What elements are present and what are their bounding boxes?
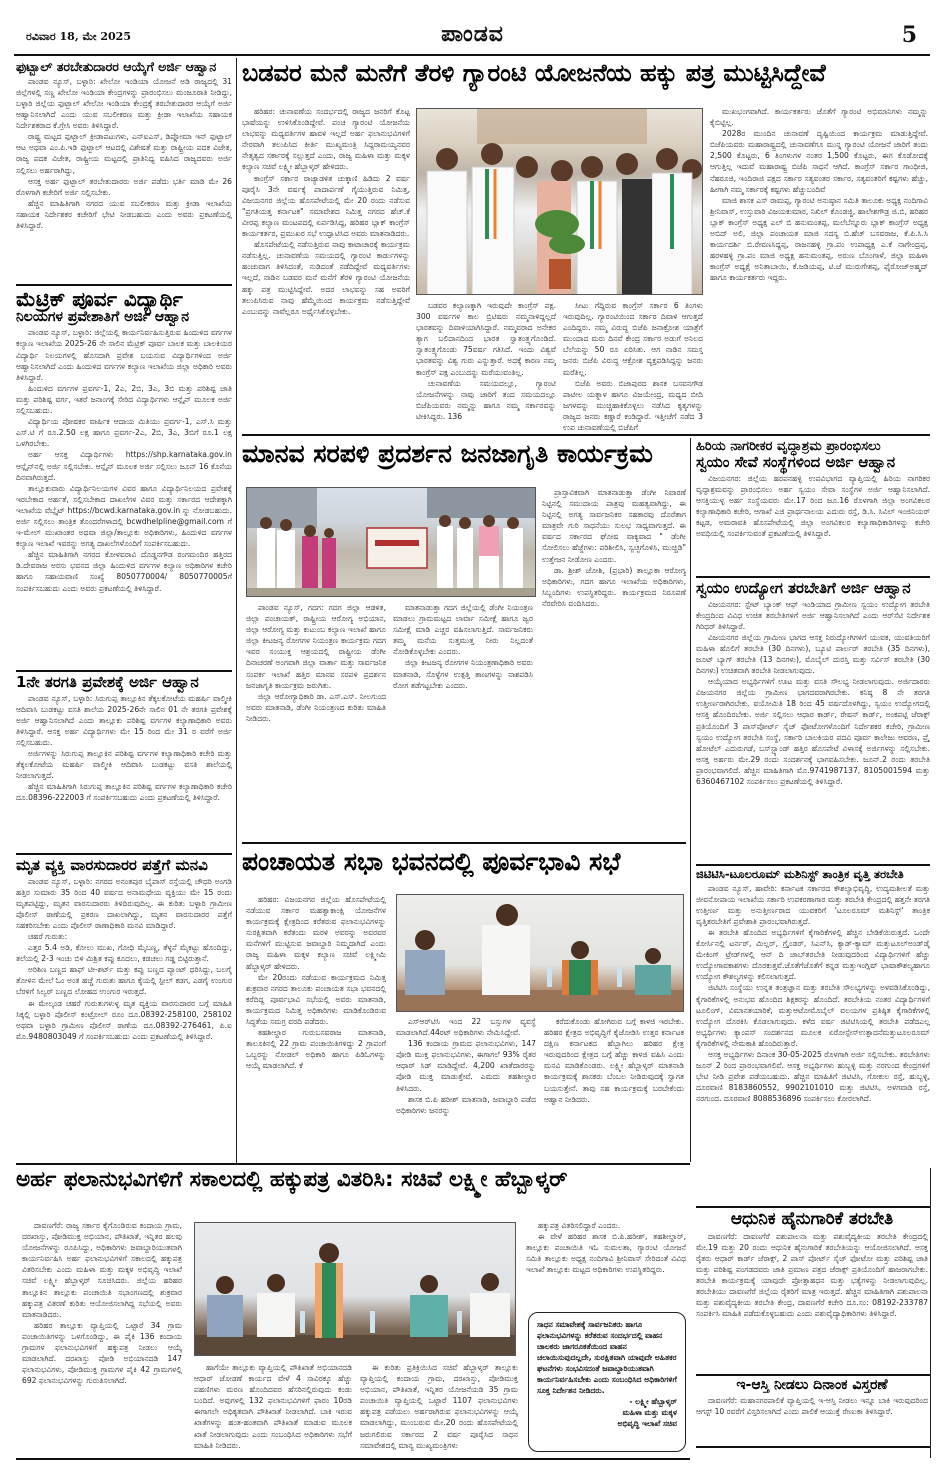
section-rule: [16, 670, 232, 672]
paragraph: ಪ್ರಾಸ್ತಾವಿಕವಾಗಿ ಮಾತನಾಡುತ್ತಾ ಡೆಂಗೀ ನಿವಾರಣೆ ನಿಟ್ಟಿನಲ್ಲಿ ಸಮುದಾಯ ಪಾತ್ರವು ಮಹತ್ವವಾಗಿದ್ದು, ಈ ನಿಟ್ಟಿನಲ್ಲಿ ಅಗತ್ಯ ಸಾರ್ವಜನಿಕರ ಸಹಕಾರವು ದೊರೆತಾಗ ಮಾತ್ರವೇ ಗುರಿ ಸಾಧನೆಯು ಸುಲಭ ಸಾಧ್ಯವಾಗುತ್ತದೆ. ಈ ವರ್ಷದ ಸರ್ಕಾರದ ಘೋಷ ವಾಕ್ಯವಾದ " ಡೆಂಗೀ ಸೋಲಿಸಲು ಹೆಜ್ಜೆಗಳು: ಪರಿಶೀಲಿಸಿ, ಸ್ವಚ್ಛಗೊಳಿಸಿ, ಮುಚ್ಚಿಡಿ" ಉತ್ತೇಜನ ನೀಡೋಣ ಎಂದರು.: [542, 488, 686, 564]
section-rule: [696, 576, 930, 578]
paragraph: ಈ ವೇಳೆ ಹರಿಹರ ಶಾಸಕ ಬಿ.ಪಿ.ಹರೀಶ್, ತಹಶೀಲ್ದಾರ್, ತಾಲ್ಲೂಕು ಪಂಚಾಯಿತಿ ಇಓ ಸುಮಲತಾ, ಗ್ಯಾರಂಟಿ ಯೋಜನೆ ಸಮಿತಿ ತಾಲ್ಲೂಕು ಅಧ್ಯಕ್ಷ ನಂದಿಗಾವಿ ಶ್ರೀನಿವಾಸ್ ಸೇರಿದಂತೆ ವಿವಿಧ ಇಲಾಖೆ ತಾಲ್ಲೂಕು ಮಟ್ಟದ ಅಧಿಕಾರಿಗಳು ಉಪಸ್ಥಿತರಿದ್ದರು.: [526, 1232, 686, 1275]
pull-quote-text: ಸಾಧನ ಸಮಾವೇಶಕ್ಕೆ ಸಾರ್ವಜನಿಕರು ಹಾಗೂ ಫಲಾನುಭವಿಗಳನ್ನು ಕರೆತರುವ ಸಂದರ್ಭದಲ್ಲಿ ವಾಹನ ಚಾಲಕರು ಜಾಗರೂಕತೆಯಿಂದ ವಾಹನ ಚಲಾಯಿಸುವುದಲ್ಲದೇ, ಸುರಕ್ಷಿತವಾಗಿ ಯಾವುದೇ ಅಹಿತಕರ ಘಟನೆಗಳು ಸಂಭವಿಸದಂತೆ ಜವಾಬ್ದಾರಿಯುತವಾಗಿ ಕಾರ್ಯನಿರ್ವಹಿಸಬೇಕು ಎಂದು ಸಂಬಂಧಿಸಿದ ಅಧಿಕಾರಿಗಳಿಗೆ ಸೂಕ್ತ ನಿರ್ದೇಶನ ನೀಡಿದರು.: [537, 1320, 677, 1395]
paragraph: ಮಾತನಾಡುತ್ತಾ ಗದಗ ಜಿಲ್ಲೆಯಲ್ಲಿ ಡೆಂಗೀ ನಿಯಂತ್ರಣ ಮಾಡಲು ಗ್ರಾಮಮಟ್ಟದ ಲಾರ್ವಾ ಸಮೀಕ್ಷೆ ಹಾಗೂ ಜ್ವರ ಸಮೀಕ್ಷೆ ಮಾಡಿ ಎಚ್ಚರ ವಹಿಸಲಾಗುತ್ತಿದೆ. ಸಾರ್ವಜನಿಕರು ತಮ್ಮ ಮನೆಯ ಸುತ್ತಮುತ್ತ ನೀರು ನಿಲ್ಲದಂತೆ ನೋಡಿಕೊಳ್ಳಬೇಕು ಎಂದರು.: [393, 603, 533, 657]
human-chain-col-2: [393, 602, 533, 832]
section-rule: [696, 1206, 930, 1208]
quote-signature: - ಲಕ್ಷ್ಮೀ ಹೆಬ್ಬಾಳ್ಕರ್: [629, 1397, 677, 1406]
article-self-employment: [696, 580, 930, 860]
quote-department: ಅಭಿವೃದ್ಧಿ ಇಲಾಖೆ ಸಚಿವ: [617, 1419, 677, 1428]
panchayat-col-2: [396, 1016, 536, 1158]
human-chain-col-3: [542, 487, 686, 832]
section-rule: [696, 864, 930, 866]
paragraph: ಈ ತರಬೇತಿ ಹೊಂದಿದ ಅಭ್ಯರ್ಥಿಗಳಿಗೆ ಕೈಗಾರಿಕೆಗಳಲ್ಲಿ ಹೆಚ್ಚಿನ ಬೇಡಿಕೆಯಿರುತ್ತದೆ. ಒಂದೇ ಕೋರ್ಸಿನಲ್ಲಿ ಟರ್ನರ್, ಮಿಲ್ಲರ್, ಗ್ರೈಂಡರ್, ಸಿಎನ್‌ಸಿ, ಕ್ಯಾಡ್-ಕ್ಯಾಮ್ ಮತ್ತುಟೂಲ್‌ಅಂಡ್‌ಡೈ ಮೇಕಿಂಗ್ ಟ್ರೇಡ್‌ಗಳಲ್ಲಿ ಆನ್ ದಿ ಜಾಬ್‌ತರಬೇತಿ ನೀಡುವುದರಿಂದ ವಿದ್ಯಾರ್ಥಿಗಳಿಗೆ ಹೆಚ್ಚು ಉದ್ಯೋಗಾವಕಾಶಗಳು ದೊರಕುತ್ತವೆ.ಜೊತೆಗೆಜೊತೆಗೆ ಕನ್ನಡ ಮತ್ತುಇಂಗ್ಲಿಷ್ ಭಾಷಾಕೌಶಲ್ಯಹಾಗೂ ಉದ್ಯೋಗ ಕೌಶಲ್ಯಗಳನ್ನು ಕಲಿಸಲಾಗುತ್ತದೆ.: [696, 928, 930, 982]
paragraph: ಪಾಂಡವ ನ್ಯೂಸ್, ಗದಗ: ಗದಗ ಜಿಲ್ಲಾ ಆಡಳಿತ, ಜಿಲ್ಲಾ ಪಂಚಾಯತ್, ರಾಷ್ಟ್ರೀಯ ಆರೋಗ್ಯ ಅಭಿಯಾನ, ಜಿಲ್ಲಾ ಆರೋಗ್ಯ ಮತ್ತು ಕುಟುಂಬ ಕಲ್ಯಾಣ ಇಲಾಖೆ ಹಾಗೂ ಜಿಲ್ಲಾ ಕೀಟಜನ್ಯ ರೋಗಗಳ ನಿಯಂತ್ರಣ ಕಾರ್ಯಕ್ರಮ ಗದಗ ಇವರ ಸಂಯುಕ್ತ ಆಶ್ರಯದಲ್ಲಿ ರಾಷ್ಟ್ರೀಯ ಡೆಂಗೀ ದಿನಾಚರಣೆ ಅಂಗವಾಗಿ ಜಿಲ್ಲಾ ವಾರ್ತಾ ಮತ್ತು ಸಾರ್ವಜನಿಕ ಸಂಪರ್ಕ ಇಲಾಖೆ ಹತ್ತಿರ ಮಾನವ ಸರಪಳಿ ಪ್ರದರ್ಶನ ಜನಜಾಗೃತಿ ಕಾರ್ಯಕ್ರಮ ಜರುಗಿತು.: [246, 603, 386, 690]
paragraph: ಬಡವರ ಕಲ್ಯಾಣಕ್ಕಾಗಿ ಇರುವುದೇ ಕಾಂಗ್ರೆಸ್ ಪಕ್ಷ. 300 ವರ್ಷಗಳ ಕಾಲ ಬ್ರಿಟಿಷರು ನಮ್ಮನಾಳಿದ್ದಲ್ಲದೆ ಭಾರತವನ್ನು ದಿವಾಳಿಯಾಗಿಸಿದ್ದಾರೆ. ನಮ್ಮವರಾದ ಅನೇಕರ ತ್ಯಾಗ ಬಲಿದಾನದಿಂದ ಭಾರತ ಸ್ವಾತಂತ್ರ್ಯಗೊಂಡಿದೆ. ಸ್ವಾತಂತ್ರ್ಯಗೊಂಡು 75ವರ್ಷ ಗತಿಸಿದೆ. ಇಂದು ವಿಶ್ವವೆ ಭಾರತವನ್ನು ವಿಶ್ವ ಗುರು ಎನ್ನುತ್ತಾರೆ. ಅದಕ್ಕೆ ಕಾರಣ ನಮ್ಮ ಕಾಂಗ್ರೆಸ್ ಪಕ್ಷ ಎಂಬುದನ್ನು ಮರೆಯುವಂತಿಲ್ಲ.: [416, 301, 556, 377]
paragraph: ಮುಖಭಂಗವಾಗಿದೆ. ಕಾರ್ಯಕರ್ತರು ಜೊತೆಗೆ ಗ್ಯಾರಂಟಿ ಅಭಿಮಾನಿಗಳು ನಮ್ಮನ್ನು ಕೈಬಿಟ್ಟಿಲ್ಲ.: [710, 107, 928, 128]
paragraph: ಪಾಂಡವ ನ್ಯೂಸ್, ಬಳ್ಳಾರಿ: ನಗರದ ಅನಂತಪುರ ಬೈಪಾಸ್ ರಸ್ತೆಯಲ್ಲಿ ಚೌಧರಿ ಅಂಗಡಿ ಹತ್ತಿರ ಸುಮಾರು 35 ರಿಂದ 40 ವರ್ಷದ ಅನಾಮಧೇಯ ವ್ಯಕ್ತಿಯು ಮೇ 15 ರಂದು ಮೃತಪಟ್ಟಿದ್ದು, ಮೃತನ ವಾರಸುದಾರರು ತಿಳಿದಿರುವುದಿಲ್ಲ. ಈ ಕುರಿತು ಬಳ್ಳಾರಿ ಗ್ರಾಮೀಣ ಪೊಲೀಸ್ ಠಾಣೆಯಲ್ಲಿ ಪ್ರಕರಣ ದಾಖಲಾಗಿದ್ದು, ಮೃತನ ವಾರಸುದಾರರ ಪತ್ತೆಗೆ ಸಹಕರಿಸಬೇಕು ಎಂದು ಪೊಲೀಸ್ ಠಾಣಾಧಿಕಾರಿ ಮನವಿ ಮಾಡಿದ್ದಾರೆ.: [16, 876, 232, 930]
paragraph: ಸೀಟು ಗೆದ್ದಿರುವ ಕಾಂಗ್ರೆಸ್ ಸರ್ಕಾರ 6 ತಿಂಗಳು ಇರುವುದಿಲ್ಲ. ಗ್ಯಾರಂಟಿಯಿಂದ ಸರ್ಕಾರ ದಿವಾಳಿ ಆಗುತ್ತದೆ ಎಂದಿದ್ದರು. ನಮ್ಮ ವಿರುದ್ಧ ಬಿಜೆಪಿ ಜನಾಕ್ರೋಶ ಯಾತ್ರೆಗೆ ಮುಂದಾದ ಮರು ದಿನವೆ ಕೇಂದ್ರ ಸರ್ಕಾರ ಅಡುಗೆ ಅನಿಲದ ಬೆಲೆಯನ್ನು 50 ರೂ ಏರಿಸಿತು. ಆಗ ನಾಡಿನ ಸಮಸ್ತ ಜನರು ಬಿಜೆಪಿ ವಿರುದ್ಧ ಆಕ್ರೋಶ ವ್ಯಕ್ತಪಡಿಸಿದ್ದನ್ನು ಜನರು ಮರೆತಿಲ್ಲ.: [563, 301, 703, 377]
bottom-col-1: [22, 1220, 182, 1452]
human-chain-col-1: [246, 602, 386, 832]
headline: ಅರ್ಹ ಫಲಾನುಭವಿಗಳಿಗೆ ಸಕಾಲದಲ್ಲಿ ಹಕ್ಕುಪತ್ರ ವಿತರಿಸಿ: ಸಚಿವೆ ಲಕ್ಷ್ಮೀ ಹೆಬ್ಬಾಳ್ಕರ್: [16, 1168, 568, 1192]
article-old-age-home: [696, 440, 930, 575]
headline: ಮಾನವ ಸರಪಳಿ ಪ್ರದರ್ಶನ ಜನಜಾಗೃತಿ ಕಾರ್ಯಕ್ರಮ: [242, 440, 653, 468]
bottom-photo: [194, 1222, 516, 1356]
column-divider: [690, 438, 691, 1162]
paragraph: ಬಿಜೆಪಿ ಅವರು ಬಿಜಾಪುರದ ಶಾಸಕ ಬಸವನಗೌಡ ಪಾಟೀಲ ಯತ್ನಾಳ ಹಾಗೂ ವಿಜಯೇಂದ್ರ, ಮಧ್ಯದ ಬೀದಿ ಜಗಳವನ್ನು ಮುಚ್ಚಿಹಾಕಿಕೊಳ್ಳಲು ನಡೆಸಿದ ಕೃತ್ಯಗಳನ್ನು ರಾಜ್ಯದ ಜನರು ಕಣ್ಣಾರೆ ಕಂಡಿದ್ದಾರೆ. ಇತ್ತೀಚೆಗೆ ನಡೆದ 3 ಉಪ ಚುನಾವಣೆಯಲ್ಲಿ ಬಿಜೆಪಿಗೆ: [563, 378, 703, 432]
headline: ಜಿಟಿಟಿಸಿ-ಟೂಲರೂಮ್ ಮಶಿನಿಸ್ಟ್ ತಾಂತ್ರಿಕ ವೃತ್ತಿ ತರಬೇತಿ: [696, 868, 904, 881]
headline: ಆಧುನಿಕ ಹೈನುಗಾರಿಕೆ ತರಬೇತಿ: [730, 1210, 894, 1229]
headline: ಸ್ವಯಂ ಉದ್ಯೋಗ ತರಬೇತಿಗೆ ಅರ್ಜಿ ಆಹ್ವಾನ: [696, 580, 911, 597]
paragraph: ತಹಶೀಲ್ದಾರ ಗುರುಬಸವರಾಜ ಮಾತನಾಡಿ, ತಾಲೂಕಿನಲ್ಲಿ 22 ಗ್ರಾಮ ಪಂಚಾಯಿತಿಗಳಿದ್ದು 2 ಗ್ರಾಪಂಗೆ ಒಬ್ಬರನ್ನು ನೋಡಲ್ ಅಧಿಕಾರಿ ಹಾಗೂ ಪಿಡಿಓಗಳನ್ನು ಆಯ್ಕೆ ಮಾಡಲಾಗಿದೆ. ಕೆ: [246, 1028, 386, 1071]
paragraph: ಹಕ್ಕುಪತ್ರ ವಿತರಿಸಲಿದ್ದಾರೆ ಎಂದರು.: [538, 1221, 621, 1230]
paragraph: ಅರಿಶಿಣ ಬಣ್ಣದ ಹಾಫ್ ಟೀ-ಶರ್ಟ್ ಮತ್ತು ಕಪ್ಪು ಬಣ್ಣದ ಪ್ಯಾಂಟ್ ಧರಿಸಿದ್ದು, ಬಲಗೈ ತೋಳಿನ ಮೇಲೆ ಓಂ ಅಂತ ಹಚ್ಚೆ ಗುರುತು ಹಾಗೂ ಕೈಯಲ್ಲಿ ಸ್ಟೀಲ್ ಕಡಗ, ಎಡಗೈ ಉಂಗುರ ಬೆರಳಿಗೆ ಸಿಲ್ವರ್ ಬಣ್ಣದ ಲೋಹದ ಉಂಗುರ ಇರುತ್ತದೆ.: [16, 965, 232, 997]
paragraph: ಪಾಂಡವ ನ್ಯೂಸ್, ಬಳ್ಳಾರಿ: ಸಿರುಗುಪ್ಪ ತಾಲ್ಲೂಕಿನ ತೆಕ್ಕಲಕೋಟೆಯ ಮಹರ್ಷಿ ವಾಲ್ಮೀಕಿ ಆದಿವಾಸಿ ಬುಡಕಟ್ಟು ವಸತಿ ಶಾಲೆಯ 2025-26ನೇ ಸಾಲಿನ 01 ನೇ ತರಗತಿ ಪ್ರವೇಶಕ್ಕೆ ಅರ್ಜಿ ಆಹ್ವಾನಿಸಲಾಗಿದೆ ಎಂದು ತಾಲ್ಲೂಕು ಪರಿಶಿಷ್ಟ ವರ್ಗಗಳ ಕಲ್ಯಾಣಾಧಿಕಾರಿ ಅವರು ತಿಳಿಸಿದ್ದಾರೆ. ಆಸಕ್ತ ಅರ್ಹ ವಿದ್ಯಾರ್ಥಿಗಳು ಮೇ 15 ರಿಂದ ಮೇ 31 ರ ವರೆಗೆ ಅರ್ಜಿ ಸಲ್ಲಿಸಬಹುದು.: [16, 693, 232, 747]
bottom-col-4: [526, 1220, 686, 1308]
paragraph: ಪಾಂಡವ ನ್ಯೂಸ್, ಬಳ್ಳಾರಿ: ಖೇಲೋ ಇಂಡಿಯಾ ಯೋಜನೆ ಅಡಿ ರಾಜ್ಯದಲ್ಲಿ 31 ಜಿಲ್ಲೆಗಳಲ್ಲಿ ಸಣ್ಣ ಖೇಲೋ ಇಂಡಿಯಾ ಕೇಂದ್ರಗಳನ್ನು ಪ್ರಾರಂಭಿಸಲು ಮಂಜೂರಾತಿ ನೀಡಿದ್ದು, ಬಳ್ಳಾರಿ ಜಿಲ್ಲೆಯ ಫುಟ್ಬಾಲ್ ಖೇಲೋ ಇಂಡಿಯಾ ಕೇಂದ್ರಕ್ಕೆ ತರಬೇತುದಾರರ ಆಯ್ಕೆಗೆ ಅರ್ಜಿ ಆಹ್ವಾನಿಸಲಾಗಿದೆ ಎಂದು ಯುವ ಸಬಲೀಕರಣ ಮತ್ತು ಕ್ರೀಡಾ ಇಲಾಖೆಯ ಸಹಾಯಕ ನಿರ್ದೇಶಕರಾದ ಕೆ.ಗ್ರೇಸಿ ಅವರು ತಿಳಿಸಿದ್ದಾರೆ.: [16, 76, 232, 131]
column-divider: [930, 1168, 931, 1458]
group-photo-illustration: [417, 109, 703, 295]
paragraph: ತಾಲ್ಲೂಕುವಾರು ವಿದ್ಯಾರ್ಥಿನಿಲಯಗಳ ವಿವರ ಹಾಗೂ ವಿದ್ಯಾರ್ಥಿನಿಲಯದ ಪ್ರವೇಶಕ್ಕೆ ಇರಬೇಕಾದ ಅರ್ಹತೆ, ಸಲ್ಲಿಸಬೇಕಾದ ದಾಖಲೆಗಳ ವಿವರ ಮತ್ತು ಸರ್ಕಾರದ ಆದೇಶಕ್ಕಾಗಿ ಇಲಾಖೆಯ ವೆಬ್ಸೈಟ್ https://bcwd.karnataka.gov.in ನ್ನು ನೋಡಬಹುದು. ಅರ್ಜಿ ಸಲ್ಲಿಸಲು ತಾಂತ್ರಿಕ ತೊಂದರೆಗಳಾದಲ್ಲಿ bcwdhelpline@gmail.com ಗೆ ಇ-ಮೇಲ್ ಮುಖಾಂತರ ಅಥವಾ ಜಿಲ್ಲಾ/ತಾಲ್ಲೂಕು ಅಧಿಕಾರಿಗಳು, ಹಿಂದುಳಿದ ವರ್ಗಗಳ ಕಲ್ಯಾಣ ಇಲಾಖೆ ಇವರನ್ನು ಅಗತ್ಯ ದಾಖಲೆಗಳೊಂದಿಗೆ ಸಂಪರ್ಕಿಸಬಹುದು.: [16, 483, 232, 549]
paragraph: ರಾಷ್ಟ್ರ ಮಟ್ಟದ ಫುಟ್ಬಾಲ್ ಕ್ರೀಡಾಪಟುಗಳು, ಎನ್ಐಎಸ್, ಡಿಪ್ಲೋಮಾ ಇನ್ ಫುಟ್ಬಾಲ್ ಆಟ ಅಥವಾ ಎಂ.ಪಿ.ಇಡಿ ಫುಟ್ಬಾಲ್ ಆಟದಲ್ಲಿ ವಿಶೇಷತೆ ಮತ್ತು ರಾಷ್ಟ್ರೀಯ ಪದಕ ವಿಜೇತ, ರಾಜ್ಯ ಪದಕ ವಿಜೇತ, ರಾಷ್ಟ್ರೀಯ ಮಟ್ಟದಲ್ಲಿ ಪ್ರಾತಿನಿಧ್ಯ ವಹಿಸಿದ ರಾಜ್ಯದವರು ಅರ್ಜಿ ಸಲ್ಲಿಸಲು ಅರ್ಹರಾಗಿದ್ದು,: [16, 132, 232, 175]
headline-line-2: ಸ್ವಯಂ ಸೇವೆ ಸಂಸ್ಥೆಗಳಿಂದ ಅರ್ಜಿ ಆಹ್ವಾನ: [696, 453, 896, 472]
bottom-col-2: [194, 1362, 352, 1454]
paragraph: ಹೆಚ್ಚಿನ ಮಾಹಿತಿಗಾಗಿ ಸಿರುಗುಪ್ಪ ತಾಲ್ಲೂಕಿನ ಪರಿಶಿಷ್ಟ ವರ್ಗಗಳ ಕಲ್ಯಾಣಾಧಿಕಾರಿ ಕಚೇರಿ ದೂ.08396-222003 ಗೆ ಸಂಪರ್ಕಿಸಬಹುದು ಎಂದು ಪ್ರಕಟಣೆಯಲ್ಲಿ ತಿಳಿಸಿದ್ದಾರೆ.: [16, 782, 232, 803]
paragraph: ಪಾಂಡವ ನ್ಯೂಸ್, ಹಾವೇರಿ: ಕರ್ನಾಟಕ ಸರ್ಕಾರದ ಕೌಶಲ್ಯಾಭಿವೃದ್ಧಿ, ಉದ್ಯಮಶೀಲತೆ ಮತ್ತು ಜೀವನೋಪಾಯ ಇಲಾಖೆಯ ಸರ್ಕಾರಿ ಉಪಕರಣಾಗಾರ ಮತ್ತು ತರಬೇತಿ ಕೇಂದ್ರದಲ್ಲಿ ಹತ್ತನೇ ತರಗತಿ ಉತ್ತೀರ್ಣ ಮತ್ತು ಅನುತ್ತೀರ್ಣರಾದ ಯುವಕರಿಗೆ 'ಟೂಲರೂಮ್ ಮಶಿನಿಸ್ಟ್' ತಾಂತ್ರಿಕ ವೃತ್ತಿತರಬೇತಿಗೆ ಪ್ರವೇಶಾತಿ ಪ್ರಾರಂಭವಾಗಿರುತ್ತದೆ.: [696, 883, 930, 926]
panchayat-photo: [396, 894, 684, 1012]
paragraph: 136 ಕಂದಾಯ ಗ್ರಾಮದ ಫಲಾನುಭವಿಗಳು, 147 ಪೋಡಿ ಮುಕ್ತ ಫಲಾನುಭವಿಗಳು, ಈಗಾಗಲೆ 93% ರೈತರ ಆಧಾರ್ ಸಿಡ್ ಮಾಡಿದ್ದೇವೆ. 4,200 ಖಾತೆದಾರರನ್ನು ಪೋಡಿ ಮುಕ್ತ ಮಾಡುತ್ತೇವೆ. ಎಮದು ತಹಶೀಲ್ದಾರ ತಿಳಿಸಿದರು.: [396, 1039, 536, 1093]
human-chain-photo: [246, 487, 536, 597]
paragraph: ಹರಿಹರ: ಚುನಾವಣೆಯ ಸಂದರ್ಭದಲ್ಲಿ ರಾಜ್ಯದ ಜನರಿಗೆ ಕೊಟ್ಟ ಭಾಷೆಯನ್ನು ಉಳಿಸಿಕೊಂಡಿದ್ದೇವೆ. ಪಂಚ ಗ್ಯಾರಂಟಿ ಯೋಜನೆಯ ಲಾಭವನ್ನು ಮಧ್ಯವರ್ತಿಗಳ ಹಾವಳಿ ಇಲ್ಲದೆ ಅರ್ಹ ಫಲಾನುಭವಿಗಳಿಗೆ ನೇರವಾಗಿ ತಲುಪಿಸಿದ ಕೀರ್ತಿ ಮುಖ್ಯಮಂತ್ರಿ ಸಿದ್ದರಾಮಯ್ಯನವರ ನೇತೃತ್ವದ ಸರ್ಕಾರಕ್ಕೆ ಸಲ್ಲುತ್ತದೆ ಎಂದು, ರಾಜ್ಯ ಮಹಿಳಾ ಮತ್ತು ಮಕ್ಕಳ ಕಲ್ಯಾಣ ಸಚಿವೆ ಲಕ್ಷ್ಮೀ ಹೆಬ್ಬಾಳ್ಕರ್ ಹೇಳಿದರು.: [242, 107, 410, 172]
paragraph: ಅರ್ಹ ಆಸಕ್ತ ವಿದ್ಯಾರ್ಥಿಗಳು https://shp.karnataka.gov.in ಆನ್ಲೈನ್‌ನಲ್ಲಿ ಅರ್ಜಿ ಸಲ್ಲಿಸಬೇಕು. ಆನ್ಲೈನ್ ಮೂಲಕ ಅರ್ಜಿ ಸಲ್ಲಿಸಲು ಜೂನ್ 16 ಕೊನೆಯ ದಿನವಾಗಿರುತ್ತದೆ.: [16, 450, 232, 482]
article-deceased: [16, 857, 232, 1157]
paragraph: ಹಾಗೆಯೇ ತಾಲ್ಲೂಕು ವ್ಯಾಪ್ತಿಯಲ್ಲಿ ಪೌತಿಖಾತೆ ಅಭಿಯಾನದಡಿ ಆಧಾರ್ ಜೋಡಣೆ ಕಾರ್ಯದ ವೇಳೆ 4 ಸಾವಿರಕ್ಕೂ ಹೆಚ್ಚು ಪಹಣಿಗಳು ಮರಣ ಹೊಂದಿದವರ ಹೆಸರಿನಲ್ಲಿರುವುದು ಕಂಡು ಬಂದಿದೆ. ಅವುಗಳಲ್ಲಿ 132 ಫಲಾನುಭವಿಗಳಿಗೆ ಫಾರಂ 10ರಡಿ ಈಗಾಗಲೇ ಅಧಿಕೃತವಾಗಿ ಪೌತಿಖಾತೆ ನೀಡಲಾಗಿದೆ. ಬಾಕಿ ಇರುವ ಖಾತೆಗಳನ್ನು ಹಂತ-ಹಂತವಾಗಿ ಪೌತಿಖಾತೆ ಮಾಡುವ ಮೂಲಕ ಖಾತೆ ನೀಡಲಾಗುವುದು ಎಂದು ಸಂಬಂಧಿಸಿದ ಅಧಿಕಾರಿಗಳು ಸಭೆಗೆ ಮಾಹಿತಿ ನೀಡಿದರು.: [194, 1363, 352, 1450]
paragraph: ಹೆಚ್ಚಿನ ಮಾಹಿತಿಗಾಗಿ ನಗರದ ಯುವ ಸಬಲೀಕರಣ ಮತ್ತು ಕ್ರೀಡಾ ಇಲಾಖೆಯ ಸಹಾಯಕ ನಿರ್ದೇಶಕರ ಕಚೇರಿಗೆ ಭೇಟಿ ನೀಡಬಹುದು ಎಂದು ಅವರು ಪ್ರಕಟಣೆಯಲ್ಲಿ ತಿಳಿಸಿದ್ದಾರೆ.: [16, 198, 232, 230]
lead-col-3: [563, 300, 703, 432]
headline: ಮೃತ ವ್ಯಕ್ತಿ ವಾರಸುದಾರರ ಪತ್ತೆಗೆ ಮನವಿ: [16, 857, 208, 874]
bottom-headline-box: [16, 1168, 690, 1212]
section-rule: [16, 853, 232, 855]
paragraph: ಅರ್ಜಿಗಳನ್ನು ಸಿರುಗುಪ್ಪ ತಾಲ್ಲೂಕಿನ ಪರಿಶಿಷ್ಟ ವರ್ಗಗಳ ಕಲ್ಯಾಣಾಧಿಕಾರಿ ಕಚೇರಿ ಮತ್ತು ತೆಕ್ಕಲಕೋಟೆಯ ಮಹರ್ಷಿ ವಾಲ್ಮೀಕಿ ಆದಿವಾಸಿ ಬುಡಕಟ್ಟು ವಸತಿ ಶಾಲೆಯಲ್ಲಿ ನೀಡಲಾಗುತ್ತದೆ.: [16, 748, 232, 781]
article-body: [16, 76, 232, 231]
street-photo-illustration: [247, 488, 536, 597]
paragraph: ಹಿಂದುಳಿದ ವರ್ಗಗಳ ಪ್ರವರ್ಗ-1, 2ಎ, 2ಬಿ, 3ಎ, 3ಬಿ ಮತ್ತು ಪರಿಶಿಷ್ಟ ಜಾತಿ ಮತ್ತು ಪರಿಶಿಷ್ಟ ವರ್ಗ, ಇತರೆ ಜನಾಂಗಕ್ಕೆ ಸೇರಿದ ವಿದ್ಯಾರ್ಥಿಗಳು ಆನ್ಲೈನ್ ಮೂಲಕ ಅರ್ಜಿ ಸಲ್ಲಿಸಬಹುದು.: [16, 383, 232, 416]
paragraph: ಆಸಕ್ತ ಅರ್ಹ ಫುಟ್ಬಾಲ್ ತರಬೇತುದಾರರು ಅರ್ಜಿ ಪಡೆದು ಭರ್ತಿ ಮಾಡಿ ಮೇ 26 ರೊಳಗಾಗಿ ಕಚೇರಿಗೆ ಅರ್ಜಿ ಸಲ್ಲಿಸಬೇಕು.: [16, 176, 232, 197]
column-divider: [236, 58, 237, 1163]
panchayat-headline-box: [242, 848, 686, 890]
paragraph: ಜಿಲ್ಲಾ ಆರೋಗ್ಯಾಧಿಕಾರಿ ಡಾ. ಎಸ್.ಎಸ್. ನೀಲಗುಂದ ಅವರು ಮಾತನಾಡಿ, ಡೆಂಗೀ ನಿಯಂತ್ರಣದ ಕುರಿತು ಮಾಹಿತಿ ನೀಡಿದರು.: [246, 691, 386, 723]
article-e-asthi: [696, 1378, 928, 1444]
paragraph: ದಾವಣಗೆರೆ: ದಾವಣಗೆರೆ ಪಶುಪಾಲನಾ ಮತ್ತು ಪಶುವೈದ್ಯಕೀಯ ತರಬೇತಿ ಕೇಂದ್ರದಲ್ಲಿ ಮೇ.19 ಮತ್ತು 20 ರಂದು ಆಧುನಿಕ ಹೈನುಗಾರಿಕೆ ತರಬೇತಿಯನ್ನು ಆಯೋಜಿಸಲಾಗಿದೆ. ಆಸಕ್ತ ರೈತರು ಆಧಾರ್ ಕಾರ್ಡ್ ಜೆರಾಕ್ಸ್, 2 ಪಾಸ್ ಪೋರ್ಟ್ ಸೈಜ್ ಫೋಟೋ ಮತ್ತು ಪರಿಶಿಷ್ಟ ಜಾತಿ ಮತ್ತು ಪರಿಶಿಷ್ಟ ಪಂಗಡದವರು ಜಾತಿ ಪ್ರಮಾಣ ಪತ್ರದ ಜೆರಾಕ್ಸ್ ಪ್ರತಿಯೊಂದಿಗೆ ಹಾಜರಾಗಬೇಕು. ತರಬೇತಿ ಕಾರ್ಯಕ್ರಮಕ್ಕೆ ಯಾವುದೇ ಪ್ರೋತ್ಸಾಹಧನ ಮತ್ತು ಭತ್ಯೆಗಳನ್ನು ನೀಡಲಾಗುವುದಿಲ್ಲ. ತರಬೇತಿಯು ದಾವಣಗೆರೆ ಜಿಲ್ಲೆಯ ರೈತರಿಗೆ ಮಾತ್ರ ಇರುತ್ತದೆ. ಹೆಚ್ಚಿನ ಮಾಹಿತಿಗಾಗಿ ಪಶುಪಾಲನಾ ಮತ್ತು ಪಶುವೈದ್ಯಕೀಯ ತರಬೇತಿ ಕೇಂದ್ರ, ದಾವಣಗೆರೆ ಕಚೇರಿ ದೂ.ಸಂ: 08192-233787 ಸಂಪರ್ಕಿಸಿ ಮಾಹಿತಿ ಪಡೆದುಕೊಳ್ಳಬಹುದು ಎಂದು ಪಶುವೈದ್ಯಾಧಿಕಾರಿಗಳು ತಿಳಿಸಿದ್ದಾರೆ.: [696, 1231, 928, 1319]
section-rule: [696, 1446, 930, 1448]
paragraph: ದಾವಣಗೆರೆ: ರಾಜ್ಯ ಸರ್ಕಾರ ಕೈಗೊಂಡಿರುವ ಕಂದಾಯ ಗ್ರಾಮ, ದರಖಾಸ್ತು, ಪೋಡಿಮುಕ್ತ ಅಭಿಯಾನ, ಪೌತಿಖಾತೆ, ಇನ್ನಿತರ ಹಲವು ಯೋಜನೆಗಳನ್ನು ರೂಪಿಸಿದ್ದು, ಅಧಿಕಾರಿಗಳು ಜವಾಬ್ದಾರಿಯುತವಾಗಿ ಕಾರ್ಯನಿರ್ವಹಿಸಿ ಅರ್ಹ ಫಲಾನುಭವಿಗಳಿಗೆ ಸಕಾಲದಲ್ಲಿ ಹಕ್ಕುಪತ್ರ ವಿತರಿಸಬೇಕು ಎಂದು ಮಹಿಳಾ ಮತ್ತು ಮಕ್ಕಳ ಅಭಿವೃದ್ಧಿ ಇಲಾಖೆ ಸಚಿವೆ ಲಕ್ಷ್ಮೀ ಹೆಬ್ಬಾಳ್ಕರ್ ಸೂಚಿಸಿದರು. ಜಿಲ್ಲೆಯ ಹರಿಹರ ತಾಲ್ಲೂಕಿನ ತಾಲ್ಲೂಕು ಪಂಚಾಯಿತಿ ಸಭಾಂಗಣದಲ್ಲಿ ಶುಕ್ರವಾರ ಹಕ್ಕುಪತ್ರ ವಿತರಣೆ ಕುರಿತು ಆಯೋಜಿಸಲಾಗಿದ್ದ ಸಭೆಯಲ್ಲಿ ಅವರು ಮಾತನಾಡಿದರು.: [22, 1221, 182, 1319]
headline: 1ನೇ ತರಗತಿ ಪ್ರವೇಶಕ್ಕೆ ಅರ್ಜಿ ಆಹ್ವಾನ: [16, 674, 199, 691]
paragraph: ಹೊಸಪೇಟೆಯಲ್ಲಿ ನಡೆಸುತ್ತಿರುವ ನಾವು ಕಾಟಾಚಾರಕ್ಕೆ ಕಾರ್ಯಕ್ರಮ ನಡೆಸುತ್ತಿಲ್ಲ. ಚುನಾವಣೆಯ ಸಮಯದಲ್ಲಿ ಗ್ಯಾರಂಟಿ ಕಾರ್ಡುಗಳನ್ನು ಹಂಚುವಾಗ ತಿಳಿಸಿದಂತೆ, ನುಡಿದಂತೆ ನಡೆದಿದ್ದೇವೆ ಮಧ್ಯವರ್ತಿಗಳು ಇಲ್ಲದೆ, ನಾಡಿನ ಬಡವರ ಮನೆ ಮನೆಗೆ ತೆರಳಿ ಗ್ಯಾರಂಟಿ ಯೋಜನೆಯ ಹಕ್ಕು ಪತ್ರ ಮುಟ್ಟಿಸಿದ್ದೇವೆ. ಅದರ ಲಾಭವನ್ನು ಸಹ ಅವರಿಗೆ ತಲುಪಿಸಿರುವ ನಾವು ಹೆಮ್ಮೆಯಿಂದ ಕಾರ್ಯಕ್ರಮ ನಡೆಸುತ್ತಿದ್ದೇವೆ ಎಂಬುದನ್ನು ನಾವೆಲ್ಲರೂ ಅರ್ಥೈಸಿಕೊಳ್ಳಬೇಕು.: [242, 240, 410, 316]
paragraph: ಹರಿಹರ ತಾಲ್ಲೂಕು ವ್ಯಾಪ್ತಿಯಲ್ಲಿ ಒಟ್ಟಾರೆ 34 ಗ್ರಾಮ ಪಂಚಾಯಿತಿಗಳನ್ನು ಒಳಗೊಂಡಿದ್ದು, ಈ ಪೈಕಿ 136 ಕಂದಾಯ ಗ್ರಾಮಗಳ ಫಲಾನುಭವಿಗಳಿಗೆ ಹಕ್ಕುಪತ್ರ ನೀಡಲು ಆಯ್ಕೆ ಮಾಡಲಾಗಿದೆ. ದರಖಾಸ್ತು ಪೋಡಿ ಅಭಿಯಾನದಡಿ 147 ಫಲಾನುಭವಿಗಳು, ಪೋಡಿಮುಕ್ತ ಗ್ರಾಮಗಳ ಪೈಕಿ 42 ಗ್ರಾಮಗಳಲ್ಲಿ 692 ಫಲಾನುಭವಿಗಳನ್ನು ಗುರುತಿಸಲಾಗಿದೆ.: [22, 1320, 182, 1386]
pull-quote-box: [528, 1312, 686, 1452]
paragraph: ಈ ಮೇಲ್ಕಂಡ ಚಹರೆ ಗುರುತುಗಳುಳ್ಳ ಮೃತ ವ್ಯಕ್ತಿಯ ವಾರಸುದಾರರ ಬಗ್ಗೆ ಮಾಹಿತಿ ಸಿಕ್ಕಲ್ಲಿ ಬಳ್ಳಾರಿ ಪೊಲೀಸ್ ಕಂಟ್ರೋಲ್ ರೂಂ ದೂ.08392-258100, 258102 ಅಥವಾ ಬಳ್ಳಾರಿ ಗ್ರಾಮೀಣ ಪೊಲೀಸ್ ಠಾಣೆಯ ದೂ.08392-276461, ಪಿ.ಐ ಮೊ.9480803049 ಗೆ ಸಂಪರ್ಕಿಸಬಹುದು ಎಂದು ಪ್ರಕಟಣೆಯಲ್ಲಿ ತಿಳಿಸಿದ್ದಾರೆ.: [16, 998, 232, 1041]
paragraph: ಚುನಾವಣೆಯ ಸಮಯದಲ್ಲೂ, ಗ್ಯಾರಂಟಿ ಯೋಜನೆಗಳನ್ನು ನಾವು ಜಾರಿಗೆ ತಂದ ಸಮಯದಲ್ಲೂ ಬಿಜೆಪಿಯವರು ನಮ್ಮನ್ನು ಹಾಗೂ ನಮ್ಮ ಸರ್ಕಾರವನ್ನು ಟೀಕಿಸಿದ್ದರು. 136: [416, 378, 556, 421]
article-hostel: [16, 288, 232, 668]
headline-line-1: ಮೆಟ್ರಿಕ್ ಪೂರ್ವ ವಿದ್ಯಾರ್ಥಿ: [16, 288, 183, 311]
article-first-standard: [16, 674, 232, 849]
paragraph: ಎತ್ತರ 5.4 ಅಡಿ, ಕೋಲು ಮುಖ, ಗೋಧಿ ಮೈಬಣ್ಣ, ತೆಳ್ಳನೆ ಮೈಕಟ್ಟು ಹೊಂದಿದ್ದು, ತಲೆಯಲ್ಲಿ 2-3 ಇಂಚು ಬಿಳಿ ಮಿಶ್ರಿತ ಕಪ್ಪು ಕೂದಲು, ಕಡಚಲು ಗಡ್ಡ ಬಿಟ್ಟಿರುತ್ತಾನೆ.: [16, 943, 232, 964]
paragraph: ವಿಜಯನಗರ ಜಿಲ್ಲೆಯ ಗ್ರಾಮೀಣ ಭಾಗದ ಆಸಕ್ತ ನಿರುದ್ಯೋಗಿಗಳಿಗೆ ಯುವಕ, ಯುವತಿಯರಿಗೆ ಮಹಿಳಾ ಹೊಲಿಗೆ ತರಬೇತಿ (30 ದಿನಗಳು), ಬ್ಯೂಟಿ ಪಾರ್ಲರ್ ತರಬೇತಿ (35 ದಿನಗಳು), ಜೂಟ್ ಬ್ಯಾಗ್ ತರಬೇತಿ (13 ದಿನಗಳು), ಮೊಬೈಲ್ ದುರಸ್ತಿ ಮತ್ತು ಸರ್ವಿಸ್ ತರಬೇತಿ (30 ದಿನಗಳು) ಉಚಿತವಾಗಿ ತರಬೇತಿ ನೀಡಲಾಗುವುದು.: [696, 632, 930, 676]
paragraph: ಶಾಸಕ ಬಿ.ಪಿ ಹರೀಶ್ ಮಾತನಾಡಿ, ಜವಾಬ್ದಾರಿ ಪಡೆದ ಅಧಿಕಾರಿಗಳು ಜನರನ್ನು: [396, 1094, 536, 1115]
page-number: 5: [901, 22, 917, 48]
paragraph: ಹರಿಹರ: ವಿಜಯನಗರ ಜಿಲ್ಲೆಯ ಹೊಸಪೇಟೆಯಲ್ಲಿ ನಡೆಯುವ ಸರ್ಕಾರ ಮಹತ್ವಾಕಾಂಕ್ಷಿ ಯೋಜನೆಗಳ ಕಾರ್ಯಕ್ರಮಕ್ಕೆ ಕ್ಷೇತ್ರದಿಂದ ಕರೆತರುವ ಫಲಾನುಭವಿಗಳನ್ನು ಸುರಕ್ಷಿತವಾಗಿ ಕರೆತಂದು ಮರಳಿ ಅವರನ್ನು ಅವರವರ ಮನೆಗಳಿಗೆ ಮುಟ್ಟಿಸುವ ಜವಾಬ್ದಾರಿ ನಿಮ್ಮದಾಗಿದೆ ಎಂದು ರಾಜ್ಯ ಮಹಿಳಾ ಮಕ್ಕಳ ಕಲ್ಯಾಣ ಸಚಿವೆ ಲಕ್ಷ್ಮೀಮಿ ಹೆಬ್ಬಾಳ್ಕರ್ ಹೇಳಿದರು.: [246, 895, 386, 971]
section-rule: [242, 434, 930, 436]
article-football-coach: [16, 60, 232, 280]
newspaper-name: ಪಾಂಡವ: [441, 22, 504, 47]
article-body: [16, 327, 232, 593]
paragraph: 2028ರ ಮುಂದಿನ ಚುನಾವಣೆ ದೃಷ್ಟಿಯಿಂದ ಕಾರ್ಯಕ್ರಮ ಮಾಡುತ್ತಿದ್ದೇವೆ. ಬಿಜೆಪಿಯವರು ಮಹಾರಾಷ್ಟ್ರದಲ್ಲಿ ಚುನಾವಣೆಗೂ ಮುನ್ನ ಗ್ಯಾರಂಟಿ ಯೋಜನೆ ಜಾರಿಗೆ ತಂದು 2,500 ಕೊಟ್ಟರು, 6 ತಿಂಗಳುಗಳ ನಂತರ 1,500 ಕೊಟ್ಟರು, ಈಗ ಕೊಡೋದಕ್ಕೆ ಆಗುತ್ತಿಲ್ಲ ಇದುವೆ ಮಹಾರಾಷ್ಟ್ರ ಬಿಜೆಪಿ ಸಾಧನೆ ಆಗಿದೆ. ಕಾಂಗ್ರೆಸ್ ಸರ್ಕಾರ ಗಾಂಧೀಜಿ, ನೆಹರೂಜಿ, ಇಂದಿರಾಜಿ ಪಕ್ಷದ ಸರ್ಕಾರ ಸತ್ಯವಂತರ ಸರ್ಕಾರ, ಸತ್ಯವಂತರಿಗೆ ಕಷ್ಟಗಳು ಹೆಚ್ಚು, ಹೀಗಾಗಿ ನಮ್ಮ ಸರ್ಕಾರಕ್ಕೆ ಕಷ್ಟಗಳು ಹೆಚ್ಚುಬಂದಿವೆ: [710, 129, 928, 194]
paragraph: ಎಸ್‌ಆರ್‌ಟಿಸಿ ಇಂದ 22 ಬಸ್ಸುಗಳ ವ್ಯವಸ್ಥೆ ಮಾಡಲಾಗಿದೆ.44ರಟ್ ಅಧಿಕಾರಿಗಳು ನೇಮಿಸಿದ್ದೇವೆ.: [396, 1017, 536, 1038]
quote-designation: ಮಹಿಳಾ ಮತ್ತು ಮಕ್ಕಳ: [622, 1408, 677, 1417]
issue-date: ರವಿವಾರ 18, ಮೇ 2025: [26, 30, 131, 43]
article-body: [16, 876, 232, 1042]
panchayat-col-1: [246, 894, 386, 1158]
paragraph: ಆಯ್ಕೆಯಾದ ಅಭ್ಯರ್ಥಿಗಳಿಗೆ ಊಟ ಮತ್ತು ವಸತಿ ಸೌಲಭ್ಯ ನೀಡಲಾಗುವುದು. ಅರ್ಜಿದಾರರು ವಿಜಯನಗರ ಜಿಲ್ಲೆಯ ಗ್ರಾಮೀಣ ಭಾಗದವರಾಗಿರಬೇಕು. ಕನಿಷ್ಠ 8 ನೇ ತರಗತಿ ಉತ್ತೀರ್ಣರಾಗಿರಬೇಕು. ವಯೋಮಿತಿ 18 ರಿಂದ 45 ವರ್ಷದೊಳಗಿದ್ದು, ಸ್ವಯಂ ಉದ್ಯೋಗದಲ್ಲಿ ಆಸಕ್ತಿ ಹೊಂದಿರಬೇಕು. ಅರ್ಜಿ ಸಲ್ಲಿಸಲು ಆಧಾರ ಕಾರ್ಡ್, ರೇಷನ್ ಕಾರ್ಡ್, ಅಂಕಪಟ್ಟಿ ಜೆರಾಕ್ಸ್ ಪ್ರತಿಯೊಂದಿಗೆ 3 ಪಾಸ್‌ಪೋರ್ಟ್ ಸೈಜ್ ಫೋಟೋಗಳೊಂದಿಗೆ ನಿರ್ದೇಶಕರ ಕಚೇರಿ, ಗ್ರಾಮೀಣ ಸ್ವಯಂ ಉದ್ಯೋಗ ತರಬೇತಿ ಸಂಸ್ಥೆ, ಸರ್ಕಾರಿ ಬಾಲಕಿಯರ ಪದವಿ ಪೂರ್ವ ಕಾಲೇಜು ಆವರಣ, ಪ್ರೈ ಹೋಟೆಲ್ ಎದುರುಗಡೆ, ಬಸ್‌ಸ್ಟ್ಯಾಂಡ್ ಹತ್ತಿರ ಹೊಸಪೇಟೆ ವಿಳಾಸಕ್ಕೆ ಅರ್ಜಿಗಳನ್ನು ಸಲ್ಲಿಸಬೇಕು. ಆಸಕ್ತ ಅರ್ಹರು ಮೇ.29 ರಂದು ಸಂದರ್ಶನಕ್ಕೆ ಭಾಗವಹಿಸಬೇಕು. ಜೂನ್.2 ರಂದು ತರಬೇತಿ ಪ್ರಾರಂಭವಾಗಲಿದೆ. ಹೆಚ್ಚಿನ ಮಾಹಿತಿಗಾಗಿ ಮೊ.9741987137, 8105001594 ಮತ್ತು 6360467102 ಸಂಪರ್ಕಿಸಲು ಪ್ರಕಟಣೆಯಲ್ಲಿ ತಿಳಿಸಿದ್ದಾರೆ.: [696, 677, 930, 786]
headline: ಪಂಚಾಯತ ಸಭಾ ಭವನದಲ್ಲಿ ಪೂರ್ವಭಾವಿ ಸಭೆ: [242, 848, 621, 876]
paragraph: ವಿಜಯನಗರ: ಸ್ಟೇಟ್ ಬ್ಯಾಂಕ್ ಆಫ್ ಇಂಡಿಯಾದ ಗ್ರಾಮೀಣ ಸ್ವಯಂ ಉದ್ಯೋಗ ತರಬೇತಿ ಕೇಂದ್ರದಿಂದ ವಿವಿಧ ಉಚಿತ ತರಬೇತಿಗಳಿಗೆ ಅರ್ಜಿ ಆಹ್ವಾನಿಸಲಾಗಿದೆ ಎಂದು ಆರ್‌ಸೆಟಿ ನಿರ್ದೇಶಕ ಗಿರಿಧರ್ ತಿಳಿಸಿದ್ದಾರೆ.: [696, 599, 930, 631]
article-dairy: [696, 1210, 928, 1372]
masthead: [0, 0, 945, 52]
section-rule: [16, 284, 232, 286]
lead-headline-box: [242, 60, 932, 100]
paragraph: ಹೆಚ್ಚಿನ ಮಾಹಿತಿಗಾಗಿ ನಗರದ ಕೋಳವರಾವಿ ದೊಡ್ಡನಗೌಡ ರಂಗಮಂದಿರ ಹತ್ತಿರದ ಡಿ.ದೇವರಾಜ ಅರಸು ಭವನದ ಜಿಲ್ಲಾ ಹಿಂದುಳಿದ ವರ್ಗಗಳ ಕಲ್ಯಾಣ ಅಧಿಕಾರಿಗಳ ಕಚೇರಿ ಹಾಗೂ ಸಹಾಯವಾಣಿ ಸಂಖ್ಯೆ 8050770004/ 8050770005ಗೆ ಸಂಪರ್ಕಿಸಬಹುದು ಎಂದು ಅವರು ಪ್ರಕಟಣೆಯಲ್ಲಿ ತಿಳಿಸಿದ್ದಾರೆ.: [16, 550, 232, 593]
paragraph: ಚಹರೆ ಗುರುತು:: [28, 931, 68, 941]
masthead-rule: [14, 54, 930, 56]
article-body: [16, 693, 232, 804]
headline: ಫುಟ್ಬಾಲ್ ತರಬೇತುದಾರರ ಆಯ್ಕೆಗೆ ಅರ್ಜಿ ಆಹ್ವಾನ: [16, 60, 217, 74]
paragraph: ಡಾ. ಶ್ರೀಶ್ ಜೋಶಿ, (ಪ್ರಭಾರಿ) ತಾಲ್ಲೂಕಾ ಆರೋಗ್ಯ ಅಧಿಕಾರಿಗಳು, ಗದಗ ಹಾಗೂ ಇಲಾಖೆಯ ಅಧಿಕಾರಿಗಳು, ಸಿಬ್ಬಂದಿಗಳು ಉಪಸ್ಥಿತರಿದ್ದರು. ಕಾರ್ಯಕ್ರಮದ ನಿರೂಪಣೆ ನೆರವೇರಿಸಿ ವಂದಿಸಿದರು.: [542, 565, 686, 608]
paragraph: ವಿದ್ಯಾರ್ಥಿಯ ಪೋಷಕರ ವಾರ್ಷಿಕ ಆದಾಯ ಮಿತಿಯು ಪ್ರವರ್ಗ-1, ಎಸ್.ಸಿ ಮತ್ತು ಎಸ್.ಟಿ ಗೆ ರೂ.2.50 ಲಕ್ಷ ಹಾಗೂ ಪ್ರವರ್ಗ-2ಎ, 2ಬಿ, 3ಎ, 3ಬಿಗೆ ರೂ.1 ಲಕ್ಷ ಒಳಗಿರಬೇಕು.: [16, 417, 232, 449]
section-rule: [16, 1163, 690, 1165]
paragraph: ಆಸಕ್ತ ಅಭ್ಯರ್ಥಿಗಳು ದಿನಾಂಕ 30-05-2025 ರೊಳಗಾಗಿ ಅರ್ಜಿ ಸಲ್ಲಿಸಬೇಕು. ತರಬೇತಿಗಳು ಜೂನ್ 2 ರಿಂದ ಪ್ರಾರಂಭವಾಗಲಿವೆ. ಆಸಕ್ತ ಅಭ್ಯರ್ಥಿಗಳು ಹುಬ್ಬಳ್ಳಿ ಮತ್ತು ನರಗುಂದ ಕೇಂದ್ರಗಳಿಗೆ ಭೇಟಿ ನೀಡಿ ಪ್ರವೇಶ ಪಡೆಯಬಹುದು. ಹೆಚ್ಚಿನ ಮಾಹಿತಿಗೆ ಜಿಟಿಟಿಸಿ, ಗೋಕುಲ ರಸ್ತೆ, ಹುಬ್ಬಳ್ಳಿ, ದೂರವಾಣಿ 8183860552, 9902101010 ಮತ್ತು ಜಿಟಿಟಿಸಿ, ಅಳಗವಾಡಿ ರಸ್ತೆ, ನರಗುಂದ. ದೂರವಾಣಿ 8088536896 ಸಂಪರ್ಕಿಸಲು ಕೋರಲಾಗಿದೆ.: [696, 1050, 930, 1104]
lead-col-4: [710, 106, 928, 430]
paragraph: ಈ ಕುರಿತು ಪ್ರತಿಕ್ರಿಯಿಸಿದ ಸಚಿವೆ ಹೆಬ್ಬಾಳ್ಕರ್ ತಾಲ್ಲೂಕು ವ್ಯಾಪ್ತಿಯಲ್ಲಿ ಕಂದಾಯ ಗ್ರಾಮ, ದರಖಾಸ್ತು, ಪೋಡಿಮುಕ್ತ ಅಭಿಯಾನ, ಪೌತಿಖಾತೆ, ಇನ್ನಿತರ ಯೋಜನೆಯಡಿ 35 ಗ್ರಾಮ ಪಂಚಾಯಿತಿ ವ್ಯಾಪ್ತಿಯಲ್ಲಿ ಒಟ್ಟಾರೆ 1107 ಫಲಾನುಭವಿಗಳು ಹಕ್ಕುಪತ್ರ ಪಡೆಯಲು ಅರ್ಹರಾಗಿರುವ ಫಲಾನುಭವಿಗಳನ್ನು ಆಯ್ಕೆ ಮಾಡಲಾಗಿದ್ದು, ಮುಂಬರುವ ಮೇ.20 ರಂದು ಹೊಸಪೇಟೆಯಲ್ಲಿ ಜರುಗಲಿರುವ ಸರ್ಕಾರದ 2 ವರ್ಷ ಪೂರೈಸಿದ ಸಾಧನ ಸಮಾವೇಶದಲ್ಲಿ ಮಾನ್ಯ ಮುಖ್ಯಮಂತ್ರಿಗಳು: [360, 1363, 518, 1450]
paragraph: ಕರೆದುಕೊಂಡು ಹೋಗಿರುವ ಬಗ್ಗೆ ಕಾಳಜಿ ಇರಬೇಕು. ಹರಿಹರ ಕ್ಷೇತ್ರದ ಅಭಿವೃದ್ಧಿಗೆ ಕೈಜೋಡಿಸಿ ಉತ್ತರ ಕರ್ನಾಟಕ ದಕ್ಷಿಣ ಕರ್ನಾಟಕದ ಹೆಬ್ಬಾಗಿಲು ಹರಿಹರ ಕ್ಷೇತ್ರ ಇರುವುದರಿಂದ ಕ್ಷೇತ್ರದ ಬಗ್ಗೆ ಹೆಚ್ಚು ಕಾಳಜಿ ವಹಿಸಿ ಎಂದು ಮನವಿ ಮಾಡಿಕೊಂಡರು. ಲಕ್ಷ್ಮೀ ಹೆಬ್ಬಾಳ್ಕರ್ ಮಾತನಾಡಿ ಕಾರ್ಯಕ್ರಮಕ್ಕೆ ಶಾಸಕರು ಬೆಂಬಲ ನೀಡಿರುವುದಕ್ಕೆ ಸ್ವಾಗತ ಬಯಸುತ್ತೇನೆ. ತಾವು ಸಹ ಕಾರ್ಯಕ್ರಮಕ್ಕೆ ಬರಬೇಕೆಂದು ಆಹ್ವಾನ ನೀಡಿದರು.: [544, 1017, 684, 1104]
headline: ಇ-ಆಸ್ತಿ ನೀಡಲು ದಿನಾಂಕ ವಿಸ್ತರಣೆ: [736, 1378, 888, 1393]
paragraph: ಮೇ 20ರಂದು ನಡೆಯುವ ಕಾರ್ಯಕ್ರಮದ ನಿಮಿತ್ತ ಶುಕ್ರವಾರ ನಗರದ ತಾಲೂಕು ಪಂಚಾಯತ ಸಭಾ ಭವನದಲ್ಲಿ ಕರೆದಿದ್ದ ಪೂರ್ವಭಾವಿ ಸಭೆಯಲ್ಲಿ ಅವರು ಮಾತನಾಡಿ, ಕಾರ್ಯಕ್ರಮದ ನಿಮಿತ್ತ ಅಧಿಕಾರಿಗಳು ಮಾಡಿಕೊಂಡಿರುವ ಸಿದ್ಧತೆಯ ಸಮಗ್ರ ವರದಿ ಪಡೆದರು.: [246, 972, 386, 1027]
lead-col-2: [416, 300, 556, 432]
meeting-photo-illustration: [397, 895, 684, 1012]
paragraph: ಜಿಟಿಟಿಸಿ ಸಂಸ್ಥೆಯು ಉನ್ನತ ತಂತ್ರಜ್ಞಾನ ಮತ್ತು ತರಬೇತಿ ಸೌಲಭ್ಯಗಳನ್ನು ಅಳವಡಿಸಿಕೊಂಡಿದ್ದು, ಕೈಗಾರಿಕೆಗಳಲ್ಲಿ ಅನುಭವ ಹೊಂದಿದ ಶಿಕ್ಷಕರನ್ನು ಹೊಂದಿದೆ. ತರಬೇತಿಯ ನಂತರ ವಿದ್ಯಾರ್ಥಿಗಳಿಗೆ ಟೂಲಿಂಗ್, ವಿಮಾನತಯಾರಿಕೆ, ಮತ್ತುಆಟೋಮೊಬೈಲ್ ವಲಯಗಳ ಪ್ರತಿಷ್ಠಿತ ಕೈಗಾರಿಕೆಗಳಲ್ಲಿ ಉದ್ಯೋಗ ದೊರಕಿಸಿ ಕೊಡಲಾಗುವುದು. ಕಳೆದ ವರ್ಷ ಜಿಟಿಟಿಸಿಯಲ್ಲಿ ತರಬೇತಿ ಪಡೆದಎಲ್ಲ ಅಭ್ಯರ್ಥಿಗಳು ಕ್ಯಾಂಪಸ್ ಸಂದರ್ಶನದ ಮೂಲಕ ಏರೋಸ್ಪೇಸ್‌ಉತ್ಪಾದನೆಮತ್ತುಟೂಲರೂಮ್ ಕೈಗಾರಿಕೆಗಳಲ್ಲಿ ನೇಮಕಾತಿ ಹೊಂದಿರುತ್ತಾರೆ.: [696, 983, 930, 1048]
bottom-col-3: [360, 1362, 518, 1454]
lead-col-1: [242, 106, 410, 430]
article-gttc: [696, 868, 930, 1158]
paragraph: ಕಾಂಗ್ರೆಸ್ ಸರ್ಕಾರ ರಾಜ್ಯಾಡಳಿತ ಚುಕ್ಕಾಣಿ ಹಿಡಿದು 2 ವರ್ಷ ಪೂರೈಸಿ 3ನೇ ವರ್ಷಕ್ಕೆ ಪಾದಾರ್ಪಣೆ ಗೈಯುತ್ತಿರುವ ನಿಮಿತ್ತ, ವಿಜಯನಗರ ಜಿಲ್ಲೆಯ ಹೊಸಪೇಟೆಯಲ್ಲಿ ಮೇ 20 ರಂದು ನಡೆಸುವ "ಪ್ರಗತಿಯತ್ತ ಕರ್ನಾಟಕ" ಸಮಾವೇಶದ ನಿಮಿತ್ತ ನಗರದ ಹೆಚ್.ಕೆ ವೀರಪ್ಪ ಕಲ್ಯಾಣ ಮಂಟಪದಲ್ಲಿ ಏರ್ಪಡಿಸಿದ್ದ, ಹರಿಹರ ಬ್ಲಾಕ್ ಕಾಂಗ್ರೆಸ್ ಕಾರ್ಯಕರ್ತರ, ಪ್ರಮುಖರ ಸಭೆ ಉದ್ಘಾಟಿಸಿದ ಅವರು ಮಾತನಾಡಿದರು.: [242, 173, 410, 239]
paragraph: ಜಿಲ್ಲಾ ಕೀಟಜನ್ಯ ರೋಗಗಳ ನಿಯಂತ್ರಣಾಧಿಕಾರಿ ಅವರು ಮಾತನಾಡಿ, ಸೊಳ್ಳೆಗಳ ಉತ್ಪತ್ತಿ ತಾಣಗಳನ್ನು ನಾಶಪಡಿಸಿ ರೋಗ ತಡೆಗಟ್ಟಬೇಕು ಎಂದರು.: [393, 658, 533, 690]
meeting-photo-illustration: [195, 1223, 516, 1356]
human-chain-headline-box: [242, 440, 686, 480]
panchayat-col-3: [544, 1016, 684, 1158]
paragraph: ಮಾಜಿ ಶಾಸಕ ಎಸ್ ರಾಮಪ್ಪ, ಗ್ಯಾರಂಟಿ ಅನುಷ್ಠಾನ ಸಮಿತಿ ತಾಲೂಕು ಅಧ್ಯಕ್ಷ ನಂದಿಗಾವಿ ಶ್ರೀನಿವಾಸ್, ಉಸ್ತುವಾರಿ ವಿಜಯಕುಮಾರ, ನಿಖಿಲ್ ಕೊಂಡಜ್ಜಿ, ಹಾಲೇಶಗೌಡ್ರ ಜಿ.ಬಿ, ಹರಿಹರ ಬ್ಲಾಕ್ ಕಾಂಗ್ರೆಸ್ ಅಧ್ಯಕ್ಷ ಎಲ್ ಬಿ ಹನುಮಂತಪ್ಪ, ಮಲೆಬೆನ್ನೂರು ಬ್ಲಾಕ್ ಕಾಂಗ್ರೆಸ್ ಅಧ್ಯಕ್ಷ ಅಬಿದ್ ಅಲಿ, ಜಿಲ್ಲಾ ಪಂಚಾಯತ ಮಾಜಿ ಸದಸ್ಯ ಬಿ.ಹೆಚ್ ಬಸವರಾಜ, ಕೆ.ಪಿ.ಸಿ.ಸಿ ಕಾರ್ಯದರ್ಶಿ ಬಿ.ರೇವಣಸಿದ್ದಪ್ಪ, ರಾಜನಹಳ್ಳಿ ಗ್ರಾ.ಪಂ ಉಪಾಧ್ಯಕ್ಷ ಎ.ಕೆ ನಾಗೇಂದ್ರಪ್ಪ, ಹರಳಹಳ್ಳಿ ಗ್ರಾ.ಪಂ ಮಾಜಿ ಅಧ್ಯಕ್ಷ ಹನುಮಂತಪ್ಪ, ಅರುಣ ಬೊಂಗಾಳೆ, ಜಿಲ್ಲಾ ಮಹಿಳಾ ಕಾಂಗ್ರೆಸ್ ಅಧ್ಯಕ್ಷೆ ಅನಿತಾಬಾಯಿ, ಕೆ.ಜಡಿಯಪ್ಪ, ಟಿ.ಜೆ ಮುರುಗೇಶಪ್ಪ, ಫೈರೋಜ್‌ಅಹ್ಮದ್ ಹಾಗೂ ಕಾರ್ಯಕರ್ತರು ಇದ್ದರು.: [710, 195, 928, 283]
section-rule: [696, 1374, 930, 1376]
headline-line-2: ನಿಲಯಗಳ ಪ್ರವೇಶಾತಿಗೆ ಅರ್ಜಿ ಆಹ್ವಾನ: [16, 309, 190, 325]
section-rule: [242, 842, 686, 844]
paragraph: ದಾವಣಗೆರೆ: ಮಹಾನಗರಪಾಲಿಕೆ ವ್ಯಾಪ್ತಿಯಲ್ಲಿ ಇ-ಆಸ್ತಿ ನೀಡಲು ಇನ್ನೂ ಬಾಕಿ ಇರುವುದರಿಂದ ಆಗಸ್ಟ್ 10 ರವರೆಗೆ ವಿಸ್ತರಿಸಲಾಗಿದೆ ಎಂದು ಪಾಲಿಕೆ ಆಯುಕ್ತೆ ರೇಣುಕಾ ತಿಳಿಸಿದ್ದಾರೆ.: [696, 1396, 928, 1417]
headline: ಬಡವರ ಮನೆ ಮನೆಗೆ ತೆರಳಿ ಗ್ಯಾರಂಟಿ ಯೋಜನೆಯ ಹಕ್ಕು ಪತ್ರ ಮುಟ್ಟಿಸಿದ್ದೇವೆ: [242, 60, 826, 87]
lead-photo: [416, 108, 703, 295]
section-rule: [16, 1458, 690, 1460]
headline-line-1: ಹಿರಿಯ ನಾಗರೀಕರ ವೃದ್ಧಾಶ್ರಮ ಪ್ರಾರಂಭಿಸಲು: [696, 440, 881, 454]
paragraph: ಪಾಂಡವ ನ್ಯೂಸ್, ಬಳ್ಳಾರಿ: ಜಿಲ್ಲೆಯಲ್ಲಿ ಕಾರ್ಯನಿರ್ವಹಿಸುತ್ತಿರುವ ಹಿಂದುಳಿದ ವರ್ಗಗಳ ಕಲ್ಯಾಣ ಇಲಾಖೆಯ 2025-26 ನೇ ಸಾಲಿನ ಮೆಟ್ರಿಕ್ ಪೂರ್ವ ಬಾಲಕ ಮತ್ತು ಬಾಲಕಿಯರ ವಿದ್ಯಾರ್ಥಿ ನಿಲಯಗಳಲ್ಲಿ ಹೊಸದಾಗಿ ಪ್ರವೇಶ ಬಯಸುವ ವಿದ್ಯಾರ್ಥಿಗಳಿಂದ ಅರ್ಜಿ ಆಹ್ವಾನಿಸಲಾಗಿದೆ ಎಂದು ಹಿಂದುಳಿದ ವರ್ಗಗಳ ಕಲ್ಯಾಣ ಇಲಾಖೆಯ ಜಿಲ್ಲಾ ಅಧಿಕಾರಿ ಅವರು ತಿಳಿಸಿದ್ದಾರೆ.: [16, 328, 232, 382]
paragraph: ವಿಜಯನಗರ: ಜಿಲ್ಲೆಯ ಹರಪನಹಳ್ಳಿ ಉಪವಿಭಾಗದ ವ್ಯಾಪ್ತಿಯಲ್ಲಿ ಹಿರಿಯ ನಾಗರಿಕರ ವೃದ್ಧಾಶ್ರಮವನ್ನು ಪ್ರಾರಂಭಿಸಲು ಅರ್ಹ ಸ್ವಯಂ ಸೇವಾ ಸಂಸ್ಥೆಗಳ ಅರ್ಜಿ ಆಹ್ವಾನಿಸಲಾಗಿದೆ. ಆಸಕ್ತಿಯುಳ್ಳ ಅರ್ಹ ಸಂಸ್ಥೆಯವರು ಮೇ.17 ರಿಂದ ಜೂ.16 ರೊಳಗಾಗಿ ಜಿಲ್ಲಾ ಅಂಗವಿಕಲರ ಕಲ್ಯಾಣಾಧಿಕಾರಿ ಕಚೇರಿ, ಆಗಾಖೆ ಎಜಿ ಪ್ರಾರ್ಥನಾಲಯ ಎದುರು ರಸ್ತೆ, ಡಿ.ಸಿ. ಸಿವಿಲ್ ಇಂಜಿನಿಯರ್ ಕಟ್ಟಡ, ಅಮರಾವತಿ ಹೊಸಪೇಟೆಯಲ್ಲಿ ಜಿಲ್ಲಾ ಅಂಗವಿಕಲರ ಕಲ್ಯಾಣಾಧಿಕಾರಿಗಳನ್ನು ಕಚೇರಿ ಅವಧಿಯಲ್ಲಿ ಸಂಪರ್ಕಿಸುವಂತೆ ಪ್ರಕಟಣೆಯಲ್ಲಿ ತಿಳಿಸಿದ್ದಾರೆ.: [696, 473, 930, 539]
